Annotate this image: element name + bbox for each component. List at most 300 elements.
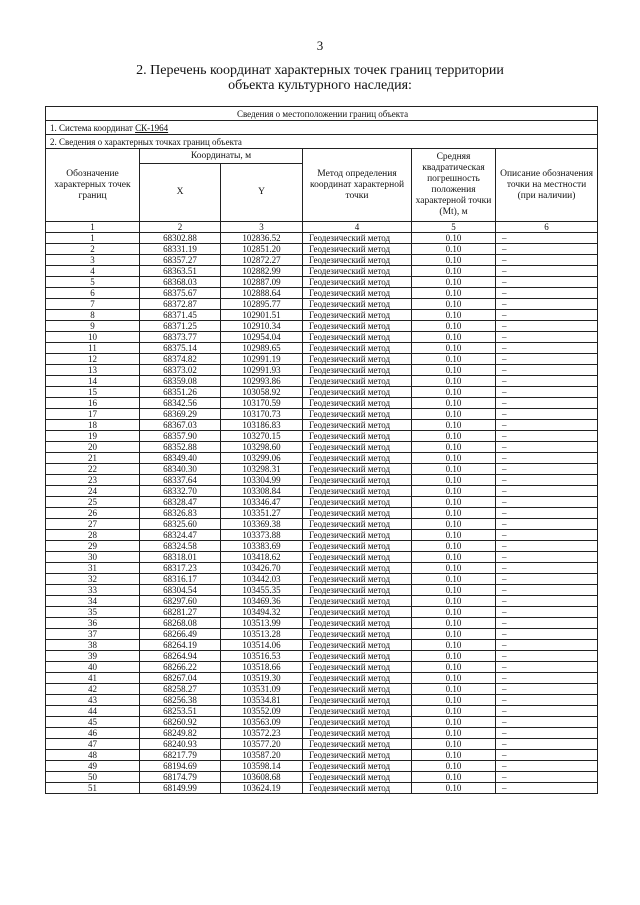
point-id: 50 bbox=[46, 772, 140, 783]
table-row bbox=[46, 497, 598, 508]
coord-y: 103513.99 bbox=[221, 618, 303, 629]
table-row bbox=[46, 607, 598, 618]
accuracy: 0.10 bbox=[412, 552, 496, 563]
coord-y: 103513.28 bbox=[221, 629, 303, 640]
point-id: 12 bbox=[46, 354, 140, 365]
description: – bbox=[496, 508, 598, 519]
coord-x: 68268.08 bbox=[140, 618, 221, 629]
table-row bbox=[46, 332, 598, 343]
coord-y: 103608.68 bbox=[221, 772, 303, 783]
coord-x: 68253.51 bbox=[140, 706, 221, 717]
accuracy: 0.10 bbox=[412, 442, 496, 453]
table-title: Сведения о местоположении границ объекта bbox=[46, 107, 598, 121]
coord-x: 68349.40 bbox=[140, 453, 221, 464]
point-id: 46 bbox=[46, 728, 140, 739]
point-id: 13 bbox=[46, 365, 140, 376]
coord-x: 68332.70 bbox=[140, 486, 221, 497]
table-row bbox=[46, 651, 598, 662]
coord-y: 103308.84 bbox=[221, 486, 303, 497]
table-row bbox=[46, 585, 598, 596]
accuracy: 0.10 bbox=[412, 717, 496, 728]
coord-y: 102851.20 bbox=[221, 244, 303, 255]
coord-y: 102901.51 bbox=[221, 310, 303, 321]
point-id: 38 bbox=[46, 640, 140, 651]
table-row bbox=[46, 508, 598, 519]
coord-y: 102895.77 bbox=[221, 299, 303, 310]
method: Геодезический метод bbox=[303, 244, 412, 255]
table-row bbox=[46, 387, 598, 398]
coord-x: 68260.92 bbox=[140, 717, 221, 728]
accuracy: 0.10 bbox=[412, 783, 496, 794]
point-id: 39 bbox=[46, 651, 140, 662]
description: – bbox=[496, 519, 598, 530]
table-row bbox=[46, 772, 598, 783]
description: – bbox=[496, 530, 598, 541]
point-id: 8 bbox=[46, 310, 140, 321]
point-id: 43 bbox=[46, 695, 140, 706]
coord-y: 103531.09 bbox=[221, 684, 303, 695]
table-row bbox=[46, 519, 598, 530]
table-row bbox=[46, 464, 598, 475]
coord-y: 103304.99 bbox=[221, 475, 303, 486]
accuracy: 0.10 bbox=[412, 541, 496, 552]
coord-x: 68267.04 bbox=[140, 673, 221, 684]
coord-y: 103587.20 bbox=[221, 750, 303, 761]
table-row bbox=[46, 376, 598, 387]
method: Геодезический метод bbox=[303, 398, 412, 409]
coord-y: 102954.04 bbox=[221, 332, 303, 343]
points-info-label: 2. Сведения о характерных точках границ объекта bbox=[46, 135, 598, 149]
description: – bbox=[496, 420, 598, 431]
accuracy: 0.10 bbox=[412, 420, 496, 431]
coord-system-cell bbox=[46, 121, 598, 135]
coord-y: 102836.52 bbox=[221, 233, 303, 244]
description: – bbox=[496, 585, 598, 596]
table-row bbox=[46, 695, 598, 706]
coord-x: 68258.27 bbox=[140, 684, 221, 695]
table-row bbox=[46, 310, 598, 321]
accuracy: 0.10 bbox=[412, 706, 496, 717]
point-id: 31 bbox=[46, 563, 140, 574]
method: Геодезический метод bbox=[303, 640, 412, 651]
coord-x: 68302.88 bbox=[140, 233, 221, 244]
page-heading bbox=[100, 63, 540, 93]
table-row bbox=[46, 277, 598, 288]
accuracy: 0.10 bbox=[412, 750, 496, 761]
coord-x: 68357.27 bbox=[140, 255, 221, 266]
coord-x: 68351.26 bbox=[140, 387, 221, 398]
coord-system-label: 1. Система координат bbox=[50, 122, 136, 133]
accuracy: 0.10 bbox=[412, 409, 496, 420]
accuracy: 0.10 bbox=[412, 233, 496, 244]
coord-y: 102991.19 bbox=[221, 354, 303, 365]
table-row bbox=[46, 288, 598, 299]
coord-x: 68371.45 bbox=[140, 310, 221, 321]
header-x: X bbox=[140, 164, 221, 222]
description: – bbox=[496, 343, 598, 354]
description: – bbox=[496, 486, 598, 497]
coord-x: 68266.49 bbox=[140, 629, 221, 640]
coord-y: 102991.93 bbox=[221, 365, 303, 376]
method: Геодезический метод bbox=[303, 332, 412, 343]
coord-x: 68373.02 bbox=[140, 365, 221, 376]
accuracy: 0.10 bbox=[412, 629, 496, 640]
point-id: 28 bbox=[46, 530, 140, 541]
column-number: 6 bbox=[496, 222, 598, 233]
point-id: 16 bbox=[46, 398, 140, 409]
coord-y: 103170.73 bbox=[221, 409, 303, 420]
method: Геодезический метод bbox=[303, 673, 412, 684]
point-id: 32 bbox=[46, 574, 140, 585]
method: Геодезический метод bbox=[303, 486, 412, 497]
accuracy: 0.10 bbox=[412, 244, 496, 255]
method: Геодезический метод bbox=[303, 365, 412, 376]
header-row-1 bbox=[46, 149, 598, 164]
point-id: 23 bbox=[46, 475, 140, 486]
method: Геодезический метод bbox=[303, 574, 412, 585]
method: Геодезический метод bbox=[303, 519, 412, 530]
accuracy: 0.10 bbox=[412, 387, 496, 398]
method: Геодезический метод bbox=[303, 684, 412, 695]
accuracy: 0.10 bbox=[412, 453, 496, 464]
point-id: 29 bbox=[46, 541, 140, 552]
accuracy: 0.10 bbox=[412, 475, 496, 486]
point-id: 49 bbox=[46, 761, 140, 772]
coord-y: 103058.92 bbox=[221, 387, 303, 398]
table-row bbox=[46, 354, 598, 365]
method: Геодезический метод bbox=[303, 321, 412, 332]
accuracy: 0.10 bbox=[412, 695, 496, 706]
coord-x: 68149.99 bbox=[140, 783, 221, 794]
coord-x: 68174.79 bbox=[140, 772, 221, 783]
description: – bbox=[496, 244, 598, 255]
coord-y: 102910.34 bbox=[221, 321, 303, 332]
accuracy: 0.10 bbox=[412, 486, 496, 497]
method: Геодезический метод bbox=[303, 618, 412, 629]
point-id: 7 bbox=[46, 299, 140, 310]
description: – bbox=[496, 783, 598, 794]
table-row bbox=[46, 750, 598, 761]
point-id: 21 bbox=[46, 453, 140, 464]
table-row bbox=[46, 717, 598, 728]
accuracy: 0.10 bbox=[412, 761, 496, 772]
accuracy: 0.10 bbox=[412, 684, 496, 695]
description: – bbox=[496, 266, 598, 277]
coord-x: 68316.17 bbox=[140, 574, 221, 585]
description: – bbox=[496, 277, 598, 288]
description: – bbox=[496, 596, 598, 607]
table-row bbox=[46, 673, 598, 684]
point-id: 20 bbox=[46, 442, 140, 453]
accuracy: 0.10 bbox=[412, 772, 496, 783]
accuracy: 0.10 bbox=[412, 365, 496, 376]
column-number: 4 bbox=[303, 222, 412, 233]
coord-x: 68240.93 bbox=[140, 739, 221, 750]
method: Геодезический метод bbox=[303, 464, 412, 475]
method: Геодезический метод bbox=[303, 266, 412, 277]
method: Геодезический метод bbox=[303, 750, 412, 761]
point-id: 19 bbox=[46, 431, 140, 442]
header-y: Y bbox=[221, 164, 303, 222]
description: – bbox=[496, 310, 598, 321]
method: Геодезический метод bbox=[303, 475, 412, 486]
coord-y: 103563.09 bbox=[221, 717, 303, 728]
point-id: 47 bbox=[46, 739, 140, 750]
accuracy: 0.10 bbox=[412, 354, 496, 365]
accuracy: 0.10 bbox=[412, 464, 496, 475]
description: – bbox=[496, 662, 598, 673]
column-number: 1 bbox=[46, 222, 140, 233]
accuracy: 0.10 bbox=[412, 332, 496, 343]
method: Геодезический метод bbox=[303, 596, 412, 607]
point-id: 4 bbox=[46, 266, 140, 277]
coord-y: 103426.70 bbox=[221, 563, 303, 574]
coord-y: 102888.64 bbox=[221, 288, 303, 299]
coord-y: 102887.09 bbox=[221, 277, 303, 288]
point-id: 24 bbox=[46, 486, 140, 497]
description: – bbox=[496, 684, 598, 695]
method: Геодезический метод bbox=[303, 299, 412, 310]
table-row bbox=[46, 563, 598, 574]
coord-y: 103186.83 bbox=[221, 420, 303, 431]
point-id: 44 bbox=[46, 706, 140, 717]
table-row bbox=[46, 266, 598, 277]
description: – bbox=[496, 640, 598, 651]
point-id: 2 bbox=[46, 244, 140, 255]
heading-line-2: объекта культурного наследия: bbox=[228, 78, 412, 93]
coord-y: 103469.36 bbox=[221, 596, 303, 607]
description: – bbox=[496, 398, 598, 409]
method: Геодезический метод bbox=[303, 277, 412, 288]
method: Геодезический метод bbox=[303, 530, 412, 541]
description: – bbox=[496, 299, 598, 310]
coord-x: 68374.82 bbox=[140, 354, 221, 365]
table-row bbox=[46, 706, 598, 717]
description: – bbox=[496, 475, 598, 486]
method: Геодезический метод bbox=[303, 651, 412, 662]
description: – bbox=[496, 321, 598, 332]
accuracy: 0.10 bbox=[412, 288, 496, 299]
accuracy: 0.10 bbox=[412, 299, 496, 310]
description: – bbox=[496, 233, 598, 244]
point-id: 48 bbox=[46, 750, 140, 761]
table-row bbox=[46, 431, 598, 442]
accuracy: 0.10 bbox=[412, 519, 496, 530]
method: Геодезический метод bbox=[303, 343, 412, 354]
description: – bbox=[496, 717, 598, 728]
coord-x: 68325.60 bbox=[140, 519, 221, 530]
point-id: 3 bbox=[46, 255, 140, 266]
description: – bbox=[496, 728, 598, 739]
point-id: 26 bbox=[46, 508, 140, 519]
accuracy: 0.10 bbox=[412, 277, 496, 288]
point-id: 15 bbox=[46, 387, 140, 398]
point-id: 45 bbox=[46, 717, 140, 728]
description: – bbox=[496, 442, 598, 453]
description: – bbox=[496, 255, 598, 266]
table-row bbox=[46, 365, 598, 376]
coord-x: 68363.51 bbox=[140, 266, 221, 277]
coord-x: 68304.54 bbox=[140, 585, 221, 596]
accuracy: 0.10 bbox=[412, 563, 496, 574]
coord-x: 68375.67 bbox=[140, 288, 221, 299]
header-method: Метод определения координат характерной точки bbox=[303, 149, 412, 222]
coord-y: 103624.19 bbox=[221, 783, 303, 794]
coord-x: 68264.94 bbox=[140, 651, 221, 662]
coord-y: 103572.23 bbox=[221, 728, 303, 739]
method: Геодезический метод bbox=[303, 728, 412, 739]
coord-x: 68372.87 bbox=[140, 299, 221, 310]
point-id: 36 bbox=[46, 618, 140, 629]
points-info-row bbox=[46, 135, 598, 149]
coord-x: 68217.79 bbox=[140, 750, 221, 761]
coord-y: 103298.31 bbox=[221, 464, 303, 475]
table-row bbox=[46, 684, 598, 695]
description: – bbox=[496, 354, 598, 365]
accuracy: 0.10 bbox=[412, 596, 496, 607]
point-id: 33 bbox=[46, 585, 140, 596]
coord-y: 103516.53 bbox=[221, 651, 303, 662]
point-id: 51 bbox=[46, 783, 140, 794]
coord-y: 103598.14 bbox=[221, 761, 303, 772]
coord-x: 68318.01 bbox=[140, 552, 221, 563]
method: Геодезический метод bbox=[303, 761, 412, 772]
table-row bbox=[46, 552, 598, 563]
header-accuracy: Средняя квадратическая погрешность положения характерной точки (Mt), м bbox=[412, 149, 496, 222]
description: – bbox=[496, 772, 598, 783]
coord-x: 68373.77 bbox=[140, 332, 221, 343]
coord-x: 68352.88 bbox=[140, 442, 221, 453]
point-id: 25 bbox=[46, 497, 140, 508]
coord-y: 103299.06 bbox=[221, 453, 303, 464]
method: Геодезический метод bbox=[303, 607, 412, 618]
accuracy: 0.10 bbox=[412, 640, 496, 651]
description: – bbox=[496, 376, 598, 387]
method: Геодезический метод bbox=[303, 431, 412, 442]
method: Геодезический метод bbox=[303, 662, 412, 673]
table-row bbox=[46, 530, 598, 541]
description: – bbox=[496, 629, 598, 640]
coord-x: 68297.60 bbox=[140, 596, 221, 607]
method: Геодезический метод bbox=[303, 255, 412, 266]
table-row bbox=[46, 299, 598, 310]
accuracy: 0.10 bbox=[412, 585, 496, 596]
description: – bbox=[496, 464, 598, 475]
method: Геодезический метод bbox=[303, 717, 412, 728]
coord-y: 103494.32 bbox=[221, 607, 303, 618]
accuracy: 0.10 bbox=[412, 651, 496, 662]
coord-system-row bbox=[46, 121, 598, 135]
accuracy: 0.10 bbox=[412, 255, 496, 266]
method: Геодезический метод bbox=[303, 233, 412, 244]
table-row bbox=[46, 761, 598, 772]
coord-y: 103577.20 bbox=[221, 739, 303, 750]
point-id: 14 bbox=[46, 376, 140, 387]
table-row bbox=[46, 409, 598, 420]
table-row bbox=[46, 629, 598, 640]
coord-y: 102989.65 bbox=[221, 343, 303, 354]
header-description: Описание обозначения точки на местности (при наличии) bbox=[496, 149, 598, 222]
table-row bbox=[46, 618, 598, 629]
coord-x: 68369.29 bbox=[140, 409, 221, 420]
point-id: 1 bbox=[46, 233, 140, 244]
table-row bbox=[46, 343, 598, 354]
method: Геодезический метод bbox=[303, 453, 412, 464]
table-row bbox=[46, 233, 598, 244]
method: Геодезический метод bbox=[303, 288, 412, 299]
coord-y: 102993.86 bbox=[221, 376, 303, 387]
table-row bbox=[46, 596, 598, 607]
coord-x: 68367.03 bbox=[140, 420, 221, 431]
description: – bbox=[496, 761, 598, 772]
point-id: 34 bbox=[46, 596, 140, 607]
description: – bbox=[496, 552, 598, 563]
point-id: 42 bbox=[46, 684, 140, 695]
table-row bbox=[46, 442, 598, 453]
table-row bbox=[46, 244, 598, 255]
column-number: 3 bbox=[221, 222, 303, 233]
description: – bbox=[496, 673, 598, 684]
description: – bbox=[496, 607, 598, 618]
accuracy: 0.10 bbox=[412, 530, 496, 541]
coord-x: 68359.08 bbox=[140, 376, 221, 387]
method: Геодезический метод bbox=[303, 783, 412, 794]
coord-x: 68340.30 bbox=[140, 464, 221, 475]
description: – bbox=[496, 288, 598, 299]
description: – bbox=[496, 365, 598, 376]
accuracy: 0.10 bbox=[412, 618, 496, 629]
coord-y: 102872.27 bbox=[221, 255, 303, 266]
table-row bbox=[46, 453, 598, 464]
coord-y: 103418.62 bbox=[221, 552, 303, 563]
description: – bbox=[496, 695, 598, 706]
accuracy: 0.10 bbox=[412, 662, 496, 673]
description: – bbox=[496, 651, 598, 662]
description: – bbox=[496, 563, 598, 574]
table-row bbox=[46, 321, 598, 332]
method: Геодезический метод bbox=[303, 376, 412, 387]
description: – bbox=[496, 431, 598, 442]
accuracy: 0.10 bbox=[412, 398, 496, 409]
point-id: 27 bbox=[46, 519, 140, 530]
coord-x: 68264.19 bbox=[140, 640, 221, 651]
coord-x: 68342.56 bbox=[140, 398, 221, 409]
column-numbers-row bbox=[46, 222, 598, 233]
description: – bbox=[496, 574, 598, 585]
method: Геодезический метод bbox=[303, 420, 412, 431]
coord-y: 103170.59 bbox=[221, 398, 303, 409]
accuracy: 0.10 bbox=[412, 673, 496, 684]
method: Геодезический метод bbox=[303, 739, 412, 750]
coord-y: 103298.60 bbox=[221, 442, 303, 453]
table-row bbox=[46, 255, 598, 266]
method: Геодезический метод bbox=[303, 387, 412, 398]
coord-y: 102882.99 bbox=[221, 266, 303, 277]
point-id: 35 bbox=[46, 607, 140, 618]
column-number: 5 bbox=[412, 222, 496, 233]
method: Геодезический метод bbox=[303, 629, 412, 640]
coord-y: 103552.09 bbox=[221, 706, 303, 717]
method: Геодезический метод bbox=[303, 585, 412, 596]
table-row bbox=[46, 662, 598, 673]
point-id: 10 bbox=[46, 332, 140, 343]
accuracy: 0.10 bbox=[412, 321, 496, 332]
accuracy: 0.10 bbox=[412, 266, 496, 277]
table-row bbox=[46, 783, 598, 794]
point-id: 40 bbox=[46, 662, 140, 673]
accuracy: 0.10 bbox=[412, 343, 496, 354]
coord-x: 68357.90 bbox=[140, 431, 221, 442]
